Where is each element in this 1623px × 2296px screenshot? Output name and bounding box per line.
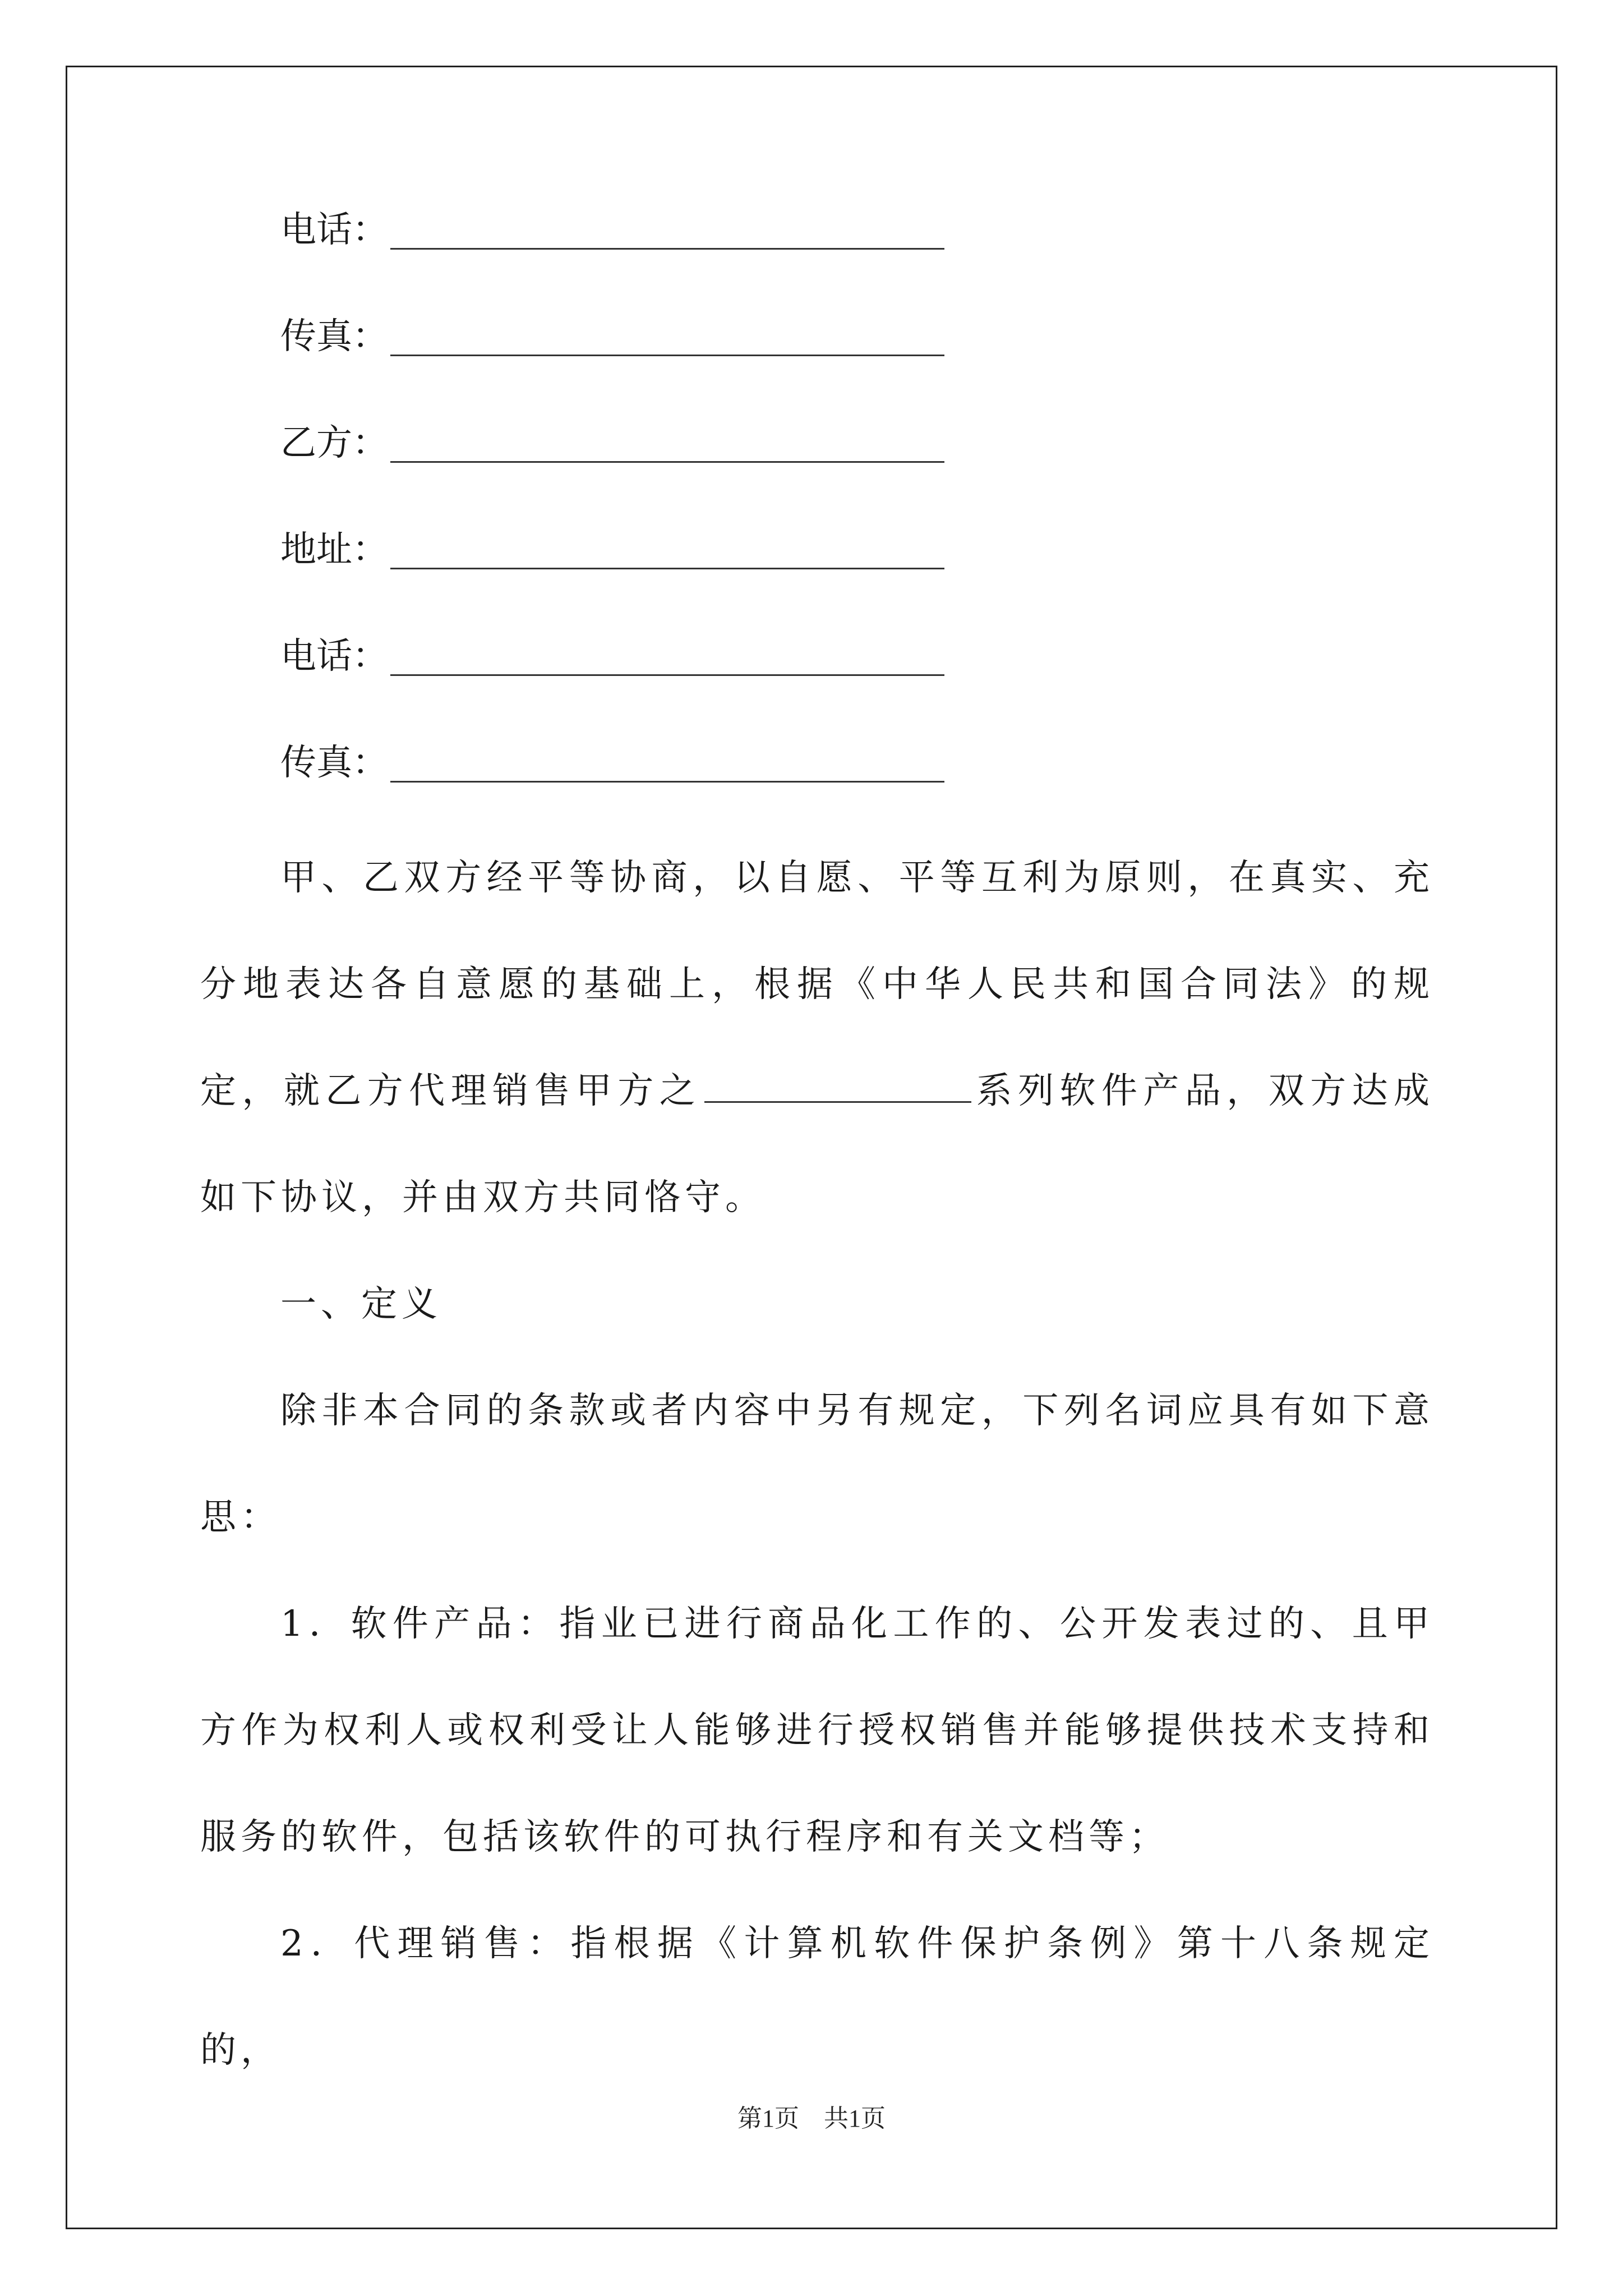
address-field-row <box>200 527 1434 634</box>
field-label: 乙方： <box>280 422 388 464</box>
fax-field-row-b <box>200 740 1434 825</box>
party-b-blank-line[interactable] <box>390 421 944 463</box>
phone-field-row-b <box>200 634 1434 740</box>
agreement-intro-paragraph <box>200 825 1434 1251</box>
fax-field-row <box>200 314 1434 421</box>
phone-blank-line[interactable] <box>390 208 944 250</box>
intro-text-before: 甲、乙双方经平等协商，以自愿、平等互利为原则，在真实、充分地表达各自意愿的基础上，根据《中华人民共和国合同法》的规定，就乙方代理销售甲方之 <box>200 857 1434 1112</box>
definition-intro-paragraph: 除非本合同的条款或者内容中另有规定，下列名词应具有如下意思： <box>200 1390 1434 1538</box>
fax-blank-line-b[interactable] <box>390 740 944 783</box>
field-label: 传真： <box>280 316 388 357</box>
page-number-footer: 第1页 共1页 <box>737 2105 886 2132</box>
document-body <box>200 208 1434 2104</box>
address-blank-line[interactable] <box>390 527 944 569</box>
field-label: 电话： <box>280 636 388 677</box>
product-series-blank[interactable] <box>704 1068 971 1103</box>
definition-software-product: 1．软件产品：指业已进行商品化工作的、公开发表过的、且甲方作为权利人或权利受让人能够进行授权销售并能够提供技术支持和服务的软件，包括该软件的可执行程序和有关文档等； <box>200 1603 1434 1858</box>
field-label: 地址： <box>280 529 388 570</box>
definition-agency-sales: 2．代理销售：指根据《计算机软件保护条例》第十八条规定的， <box>200 1923 1434 2071</box>
field-label: 电话： <box>280 209 388 251</box>
phone-field-row <box>200 208 1434 314</box>
phone-blank-line-b[interactable] <box>390 634 944 676</box>
section-heading: 一、定义 <box>280 1283 442 1325</box>
field-label: 传真： <box>280 742 388 784</box>
party-b-field-row <box>200 421 1434 527</box>
fax-blank-line[interactable] <box>390 314 944 356</box>
intro-text-after: 系列软件产品，双方达成如下协议，并由双方共同恪守。 <box>200 1070 1435 1218</box>
